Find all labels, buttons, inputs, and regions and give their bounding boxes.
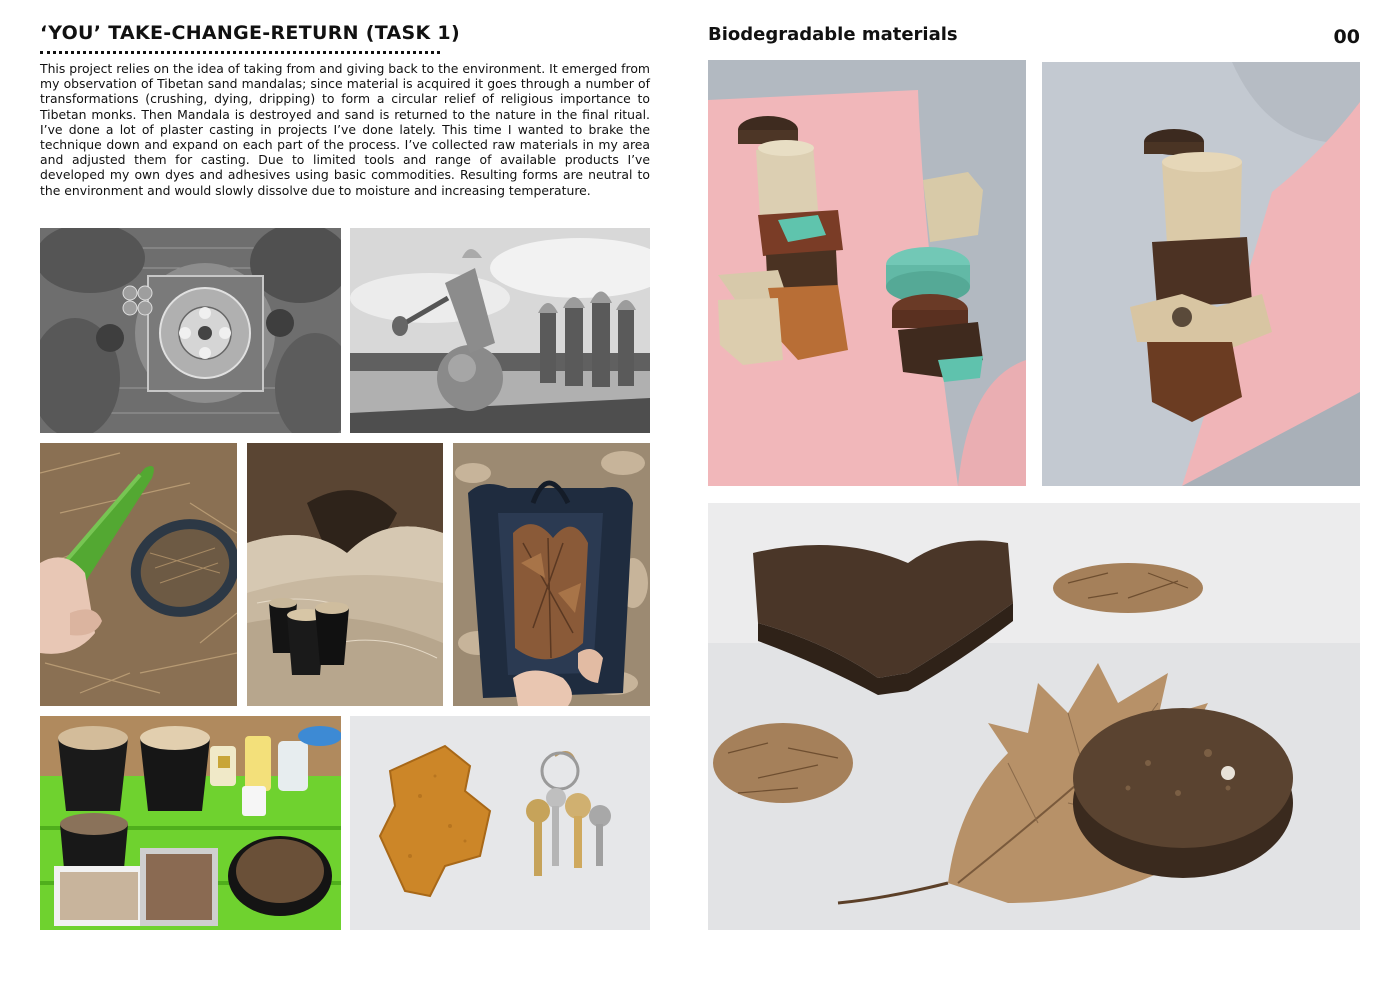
photo-ochre-cast-with-keys xyxy=(350,716,650,930)
right-page-title: Biodegradable materials xyxy=(708,24,958,45)
photo-stacked-casts-grey-background xyxy=(1042,62,1360,486)
photo-collecting-pine-needles xyxy=(40,443,237,706)
photo-monks-pouring-sand-river xyxy=(350,228,650,433)
project-description: This project relies on the idea of taking from and giving back to the environment. It emerged from my observation of Tibetan sand mandalas; since material is acquired it goes through a number of transformations (crushing, dying, dripping) to form a circular relief of religious importance to Tibetan monks. Then Mandala is destroyed and sand is returned to the nature in the final ritual. I’ve done a lot of plaster casting in projects I’ve done lately. This time I wanted to brake the technique down and expand on each part of the process. I’ve collected raw materials in my area and adjusted them for casting. Due to limited tools and range of available products I’ve developed my own dyes and adhesives using basic commodities. Resulting forms are neutral to the environment and would slowly dissolve due to moisture and increasing temperature. xyxy=(40,61,650,198)
photo-raw-materials-in-pots xyxy=(40,716,341,930)
photo-monks-making-mandala xyxy=(40,228,341,433)
photo-biodegradable-casts-with-leaf xyxy=(708,503,1360,930)
title-dotted-underline xyxy=(40,51,440,54)
left-page-title: ‘YOU’ TAKE-CHANGE-RETURN (TASK 1) xyxy=(40,22,460,44)
photo-bag-of-dry-leaves xyxy=(453,443,650,706)
photo-sand-dug-with-buckets xyxy=(247,443,443,706)
photo-stacked-casts-pink-background xyxy=(708,60,1026,486)
page-number: 00 xyxy=(1333,26,1360,48)
